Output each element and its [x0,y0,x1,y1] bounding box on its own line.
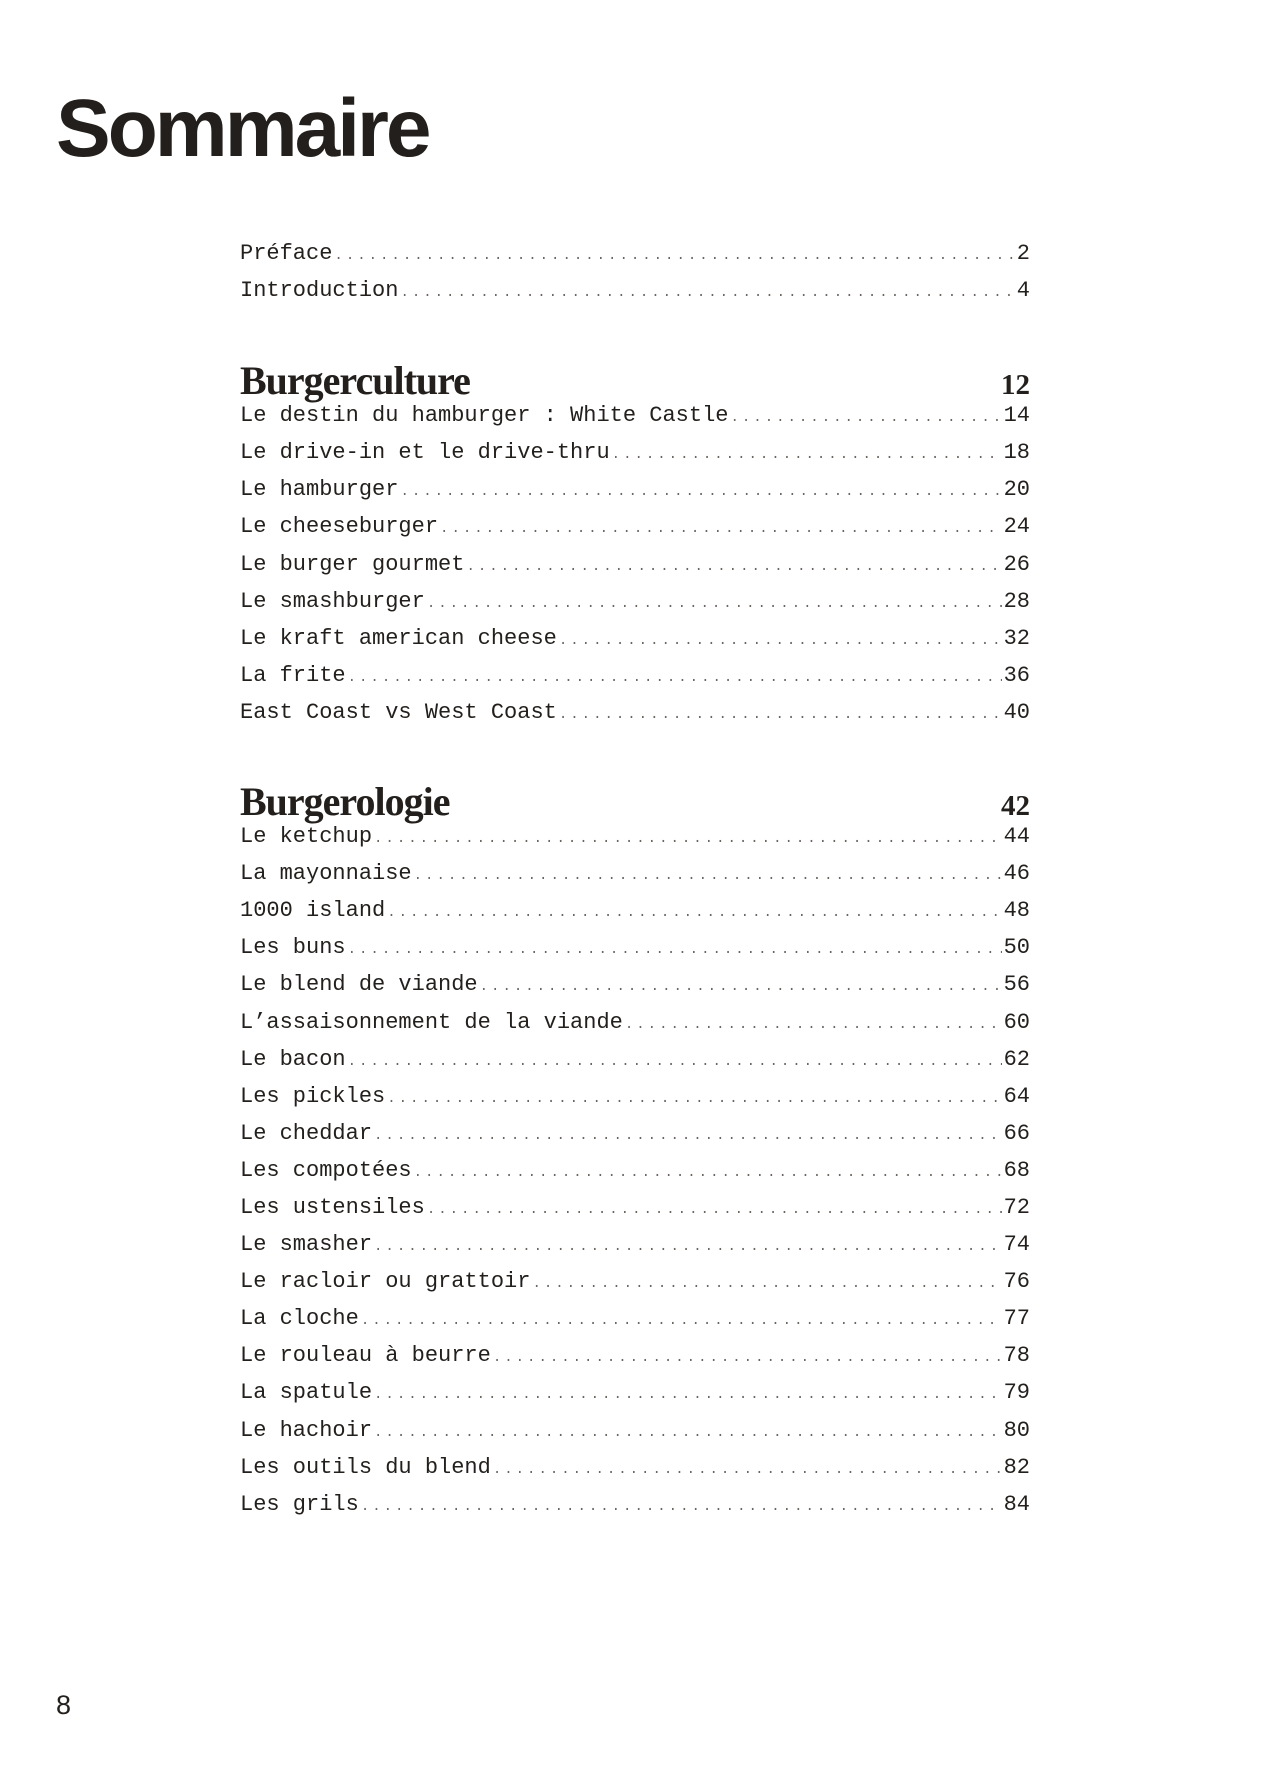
toc-entry-page: 40 [1003,699,1030,725]
toc-entry-preface[interactable] [240,241,1030,278]
dot-leader [730,410,1001,426]
toc-entry-page: 46 [1003,861,1030,887]
dot-leader [374,1425,1002,1441]
toc-entry-label: Les outils du blend [240,1454,491,1480]
dot-leader [348,670,1002,686]
toc-entry-page: 60 [1003,1009,1030,1035]
toc-entry-label: 1000 island [240,898,386,924]
toc-entry-label: L’assaisonnement de la viande [240,1009,623,1035]
toc-entry[interactable] [240,824,1030,861]
toc-entry[interactable] [240,1455,1030,1492]
toc-entry-label: Le cheddar [240,1120,373,1146]
dot-leader [625,1017,1002,1033]
toc-entry-label: Les buns [240,935,346,961]
toc-entry-label: Le ketchup [240,824,373,850]
toc-entry-page: 44 [1003,824,1030,850]
toc-entry-label: Les grils [240,1491,359,1517]
section-heading-burgerculture[interactable] [240,357,1030,403]
section-title: Burgerologie [240,779,450,825]
toc-entry[interactable] [240,1343,1030,1380]
toc-entry-label: Le kraft american cheese [240,625,557,651]
dot-leader [414,868,1002,884]
toc-entry-page: 28 [1003,588,1030,614]
toc-entry-page: 80 [1003,1417,1030,1443]
toc-entry[interactable] [240,861,1030,898]
toc-entry[interactable] [240,1010,1030,1047]
toc-entry-page: 72 [1003,1194,1030,1220]
toc-entry-introduction[interactable] [240,278,1030,315]
toc-entry-page: 18 [1003,440,1030,466]
toc-entry-label: Le drive-in et le drive-thru [240,440,610,466]
toc-entry-label: Les compotées [240,1157,412,1183]
toc-entry[interactable] [240,1158,1030,1195]
toc-entry-label: Le hamburger [240,477,399,503]
toc-entry-label: Le burger gourmet [240,551,465,577]
dot-leader [427,596,1002,612]
toc-entry[interactable] [240,477,1030,514]
toc-entry[interactable] [240,403,1030,440]
toc-entry-label: La cloche [240,1306,359,1332]
dot-leader [427,1202,1002,1218]
dot-leader [559,633,1002,649]
toc-entry-label: Préface [240,241,333,266]
dot-leader [400,484,1001,500]
toc-entry-page: 2 [1016,241,1030,266]
toc-entry-page: 56 [1003,972,1030,998]
toc-entry-page: 76 [1003,1269,1030,1295]
toc-entry-label: Le rouleau à beurre [240,1343,491,1369]
toc-entry-page: 62 [1003,1046,1030,1072]
toc-entry[interactable] [240,1306,1030,1343]
toc-entry-label: Les pickles [240,1083,386,1109]
toc-entry[interactable] [240,663,1030,700]
spacer [240,315,1030,357]
toc-entry[interactable] [240,1047,1030,1084]
dot-leader [480,979,1002,995]
dot-leader [493,1350,1002,1366]
toc-entry-page: 74 [1003,1232,1030,1258]
toc-entry-label: Le smashburger [240,588,425,614]
dot-leader [334,248,1014,264]
toc-entry-page: 66 [1003,1120,1030,1146]
toc-entry[interactable] [240,1195,1030,1232]
toc-entry[interactable] [240,935,1030,972]
toc-entry-label: Les ustensiles [240,1194,425,1220]
page-title: Sommaire [56,83,429,174]
toc-entry-label: La frite [240,662,346,688]
dot-leader [440,521,1002,537]
toc-entry-label: Le blend de viande [240,972,478,998]
dot-leader [387,1091,1001,1107]
toc-entry-label: Le cheeseburger [240,514,439,540]
spacer [240,737,1030,778]
section-title: Burgerculture [240,358,470,404]
toc-entry-label: Introduction [240,278,399,304]
table-of-contents [240,241,1030,1529]
toc-entry[interactable] [240,700,1030,737]
toc-entry-label: East Coast vs West Coast [240,699,557,725]
toc-entry-label: Le smasher [240,1232,373,1258]
dot-leader [361,1499,1002,1515]
toc-entry-page: 82 [1003,1454,1030,1480]
toc-entry[interactable] [240,514,1030,551]
toc-entry-page: 36 [1003,662,1030,688]
toc-entry-page: 32 [1003,625,1030,651]
dot-leader [493,1462,1002,1478]
toc-entry[interactable] [240,589,1030,626]
dot-leader [466,559,1001,575]
dot-leader [387,905,1001,921]
toc-entry-page: 24 [1003,514,1030,540]
toc-entry-page: 77 [1003,1306,1030,1332]
toc-entry[interactable] [240,1121,1030,1158]
dot-leader [612,447,1002,463]
toc-entry[interactable] [240,1232,1030,1269]
toc-entry-page: 48 [1003,898,1030,924]
toc-entry[interactable] [240,1380,1030,1417]
toc-entry[interactable] [240,972,1030,1009]
section-heading-burgerologie[interactable] [240,778,1030,824]
dot-leader [559,707,1002,723]
toc-entry[interactable] [240,1084,1030,1121]
toc-entry[interactable] [240,440,1030,477]
toc-entry[interactable] [240,898,1030,935]
toc-entry-label: Le hachoir [240,1417,373,1443]
section-page-number: 42 [1001,790,1030,823]
toc-entry-label: La mayonnaise [240,861,412,887]
dot-leader [348,942,1002,958]
dot-leader [348,1054,1002,1070]
toc-entry[interactable] [240,552,1030,589]
toc-entry-page: 4 [1016,278,1030,304]
toc-entry-page: 20 [1003,477,1030,503]
toc-entry[interactable] [240,1418,1030,1455]
toc-entry-page: 50 [1003,935,1030,961]
toc-entry-label: Le bacon [240,1046,346,1072]
toc-entry-page: 78 [1003,1343,1030,1369]
page-number: 8 [56,1690,72,1720]
toc-entry-page: 64 [1003,1083,1030,1109]
dot-leader [374,1387,1002,1403]
dot-leader [532,1276,1001,1292]
toc-entry-page: 68 [1003,1157,1030,1183]
toc-entry[interactable] [240,626,1030,663]
toc-entry-label: La spatule [240,1380,373,1406]
toc-entry-page: 26 [1003,551,1030,577]
dot-leader [374,831,1002,847]
dot-leader [361,1313,1002,1329]
section-page-number: 12 [1001,369,1030,402]
dot-leader [374,1128,1002,1144]
dot-leader [414,1165,1002,1181]
dot-leader [374,1239,1002,1255]
toc-entry-page: 84 [1003,1491,1030,1517]
toc-entry-label: Le racloir ou grattoir [240,1269,531,1295]
toc-entry[interactable] [240,1269,1030,1306]
toc-entry[interactable] [240,1492,1030,1529]
toc-entry-label: Le destin du hamburger : White Castle [240,403,729,429]
toc-entry-page: 79 [1003,1380,1030,1406]
dot-leader [400,285,1014,301]
toc-entry-page: 14 [1003,403,1030,429]
